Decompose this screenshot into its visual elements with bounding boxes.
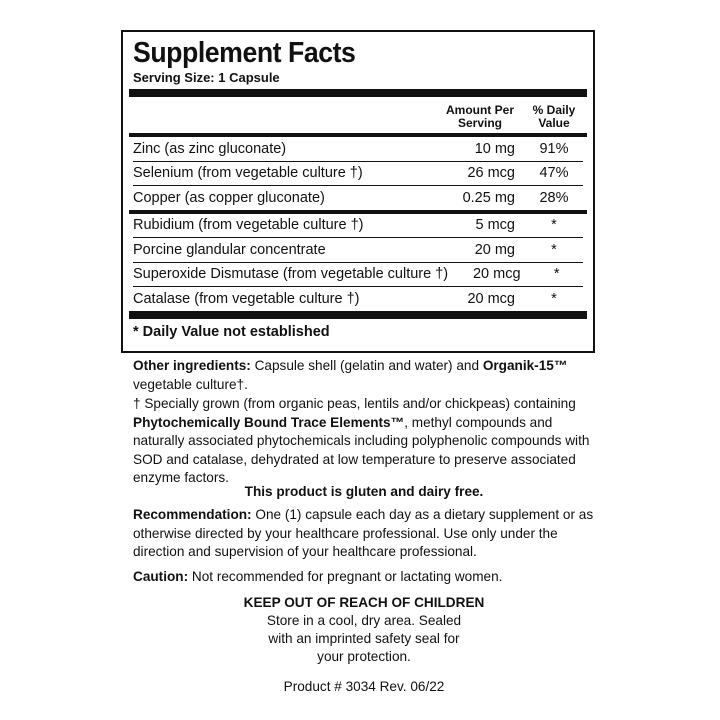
dagger-text-2: , methyl compounds and naturally associated phytochemicals including polyphenolic compounds with SOD and catalase, dehydrated at low temperature to preserve associated enzyme factors. [133,414,590,485]
dv-header [525,104,583,130]
caution [133,568,595,587]
other-ingredients-label: Other ingredients: [133,358,251,373]
storage-line-2: with an imprinted safety seal for [268,631,460,646]
nutrient-row [133,286,583,311]
nutrient-amount: 0.25 mg [462,189,515,206]
dv-header-line1: % Daily [532,103,576,117]
recommendation-text: One (1) capsule each day as a dietary supplement or as otherwise directed by your healthcare professional. Use only under the direction and supervision of your healthcare professional. [133,507,594,559]
nutrient-dv: 47% [539,165,569,182]
nutrient-dv: 91% [539,140,569,157]
dv-header-line2: Value [538,116,570,130]
thick-divider [129,89,587,97]
other-ingredients-text: Capsule shell (gelatin and water) and [250,358,483,373]
nutrient-name: Superoxide Dismutase (from vegetable culture †) [133,266,449,283]
nutrient-dv: * [553,266,560,283]
nutrient-row [133,262,583,287]
nutrient-amount: 5 mcg [475,217,515,234]
column-header [133,97,583,133]
dagger-note [133,395,595,488]
nutrient-row [133,161,583,186]
nutrient-amount: 20 mg [474,241,515,258]
thick-divider [129,311,587,319]
amount-header-line1: Amount Per [445,103,514,117]
nutrient-dv: * [551,217,557,234]
caution-label: Caution: [133,569,189,584]
nutrient-row [133,237,583,262]
recommendation-label: Recommendation: [133,507,252,522]
other-ingredients [133,357,595,394]
keep-out-warning: KEEP OUT OF REACH OF CHILDREN [243,595,485,610]
panel-title: Supplement Facts [133,37,356,69]
gluten-statement: This product is gluten and dairy free. [244,484,484,499]
nutrient-name: Selenium (from vegetable culture †) [133,165,363,182]
dv-footnote: * Daily Value not established [133,323,330,340]
dagger-bold-text: Phytochemically Bound Trace Elements™ [133,414,405,430]
nutrient-name: Porcine glandular concentrate [133,241,326,258]
dagger-text: † Specially grown (from organic peas, lentils and/or chickpeas) containing [133,396,576,411]
amount-header [435,104,525,130]
nutrient-amount: 10 mg [474,140,515,157]
nutrient-row [133,214,583,238]
nutrient-amount: 20 mcg [467,290,515,307]
brand-name: Organik-15™ [482,358,568,373]
other-ingredients-text-2: vegetable culture†. [133,376,248,392]
nutrient-name: Zinc (as zinc gluconate) [133,140,287,157]
nutrient-amount: 26 mcg [467,165,515,182]
nutrient-dv: 28% [539,189,569,206]
nutrient-row [133,137,583,161]
nutrient-dv: * [551,290,557,307]
nutrient-dv: * [551,241,557,258]
amount-header-line2: Serving [457,116,502,130]
nutrient-amount: 20 mcg [472,266,521,283]
serving-size: Serving Size: 1 Capsule [133,70,280,85]
nutrient-row [133,185,583,210]
recommendation [133,506,595,562]
product-number: Product # 3034 Rev. 06/22 [283,679,445,694]
nutrient-name: Rubidium (from vegetable culture †) [133,217,364,234]
storage-line-1: Store in a cool, dry area. Sealed [266,613,462,628]
caution-text: Not recommended for pregnant or lactating women. [188,569,503,584]
nutrient-name: Catalase (from vegetable culture †) [133,290,360,307]
nutrient-name: Copper (as copper gluconate) [133,189,325,206]
supplement-facts-panel [121,30,595,353]
storage-line-3: your protection. [317,649,411,664]
